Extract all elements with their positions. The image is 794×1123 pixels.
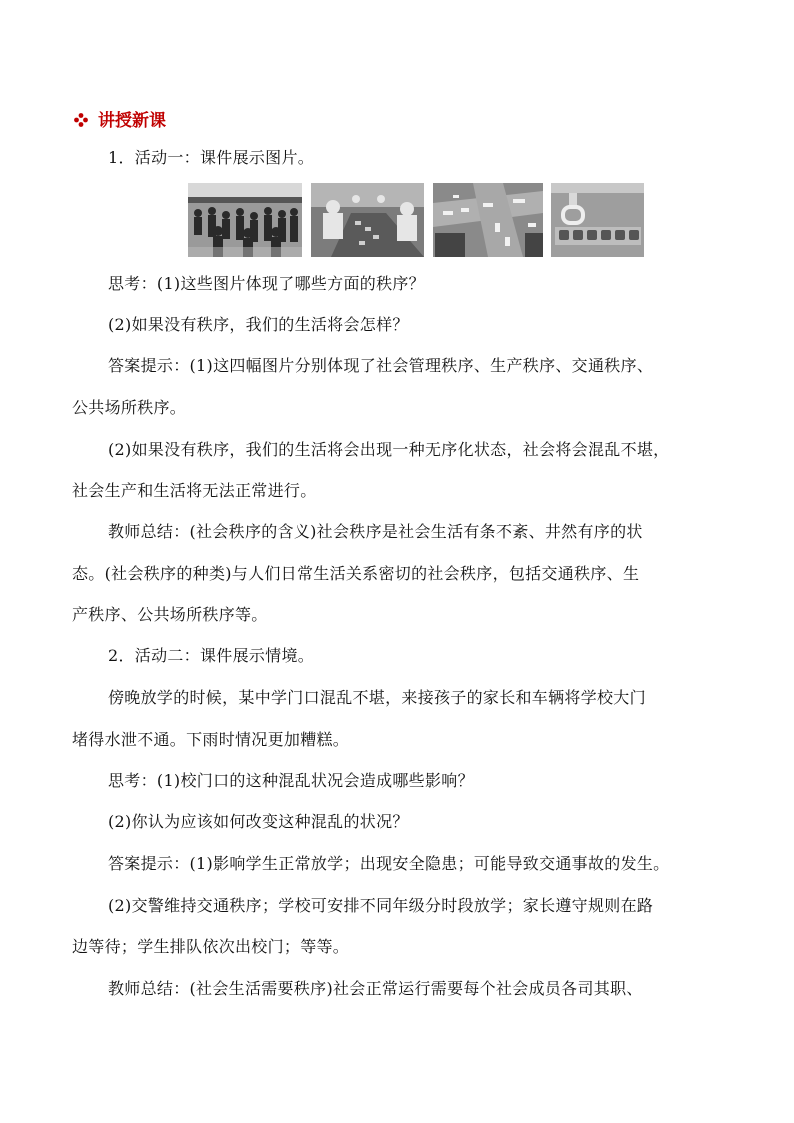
diamond-bullet-icon [74, 113, 88, 127]
traffic-intersection-photo [433, 183, 543, 257]
factory-production-photo [311, 183, 424, 257]
section-heading-text: 讲授新课 [98, 111, 166, 131]
think-two-question-two: (2)你认为应该如何改变这种混乱的状况？ [108, 812, 409, 831]
summary-one-line-2: 态。(社会秩序的种类)与人们日常生活关系密切的社会秩序，包括交通秩序、生 [72, 564, 640, 583]
think-one-question-two: (2)如果没有秩序，我们的生活将会怎样？ [108, 315, 409, 334]
section-heading [74, 106, 166, 131]
activity-one-title: 1．活动一：课件展示图片。 [108, 148, 315, 167]
scenario-line-1: 傍晚放学的时候，某中学门口混乱不堪，来接孩子的家长和车辆将学校大门 [108, 688, 646, 707]
summary-two-line-1: 教师总结：(社会生活需要秩序)社会正常运行需要每个社会成员各司其职、 [108, 979, 643, 998]
think-one-question-one: 思考：(1)这些图片体现了哪些方面的秩序？ [108, 274, 425, 293]
summary-one-line-1: 教师总结：(社会秩序的含义)社会秩序是社会生活有条不紊、井然有序的状 [108, 522, 643, 541]
crowd-queue-photo [188, 183, 302, 257]
answer-two-line-1: 答案提示：(1)影响学生正常放学；出现安全隐患；可能导致交通事故的发生。 [108, 854, 670, 873]
summary-one-line-3: 产秩序、公共场所秩序等。 [72, 605, 268, 624]
bus-priority-seat-photo [551, 183, 644, 257]
think-two-question-one: 思考：(1)校门口的这种混乱状况会造成哪些影响？ [108, 771, 474, 790]
answer-one-line-2: 公共场所秩序。 [72, 398, 187, 417]
scenario-line-2: 堵得水泄不通。下雨时情况更加糟糕。 [72, 730, 350, 749]
answer-one-line-3: (2)如果没有秩序，我们的生活将会出现一种无序化状态，社会将会混乱不堪， [108, 440, 670, 459]
answer-two-line-3: 边等待；学生排队依次出校门；等等。 [72, 937, 350, 956]
answer-one-line-1: 答案提示：(1)这四幅图片分别体现了社会管理秩序、生产秩序、交通秩序、 [108, 356, 654, 375]
answer-two-line-2: (2)交警维持交通秩序；学校可安排不同年级分时段放学；家长遵守规则在路 [108, 896, 654, 915]
activity-two-title: 2．活动二：课件展示情境。 [108, 646, 315, 665]
answer-one-line-4: 社会生产和生活将无法正常进行。 [72, 481, 317, 500]
